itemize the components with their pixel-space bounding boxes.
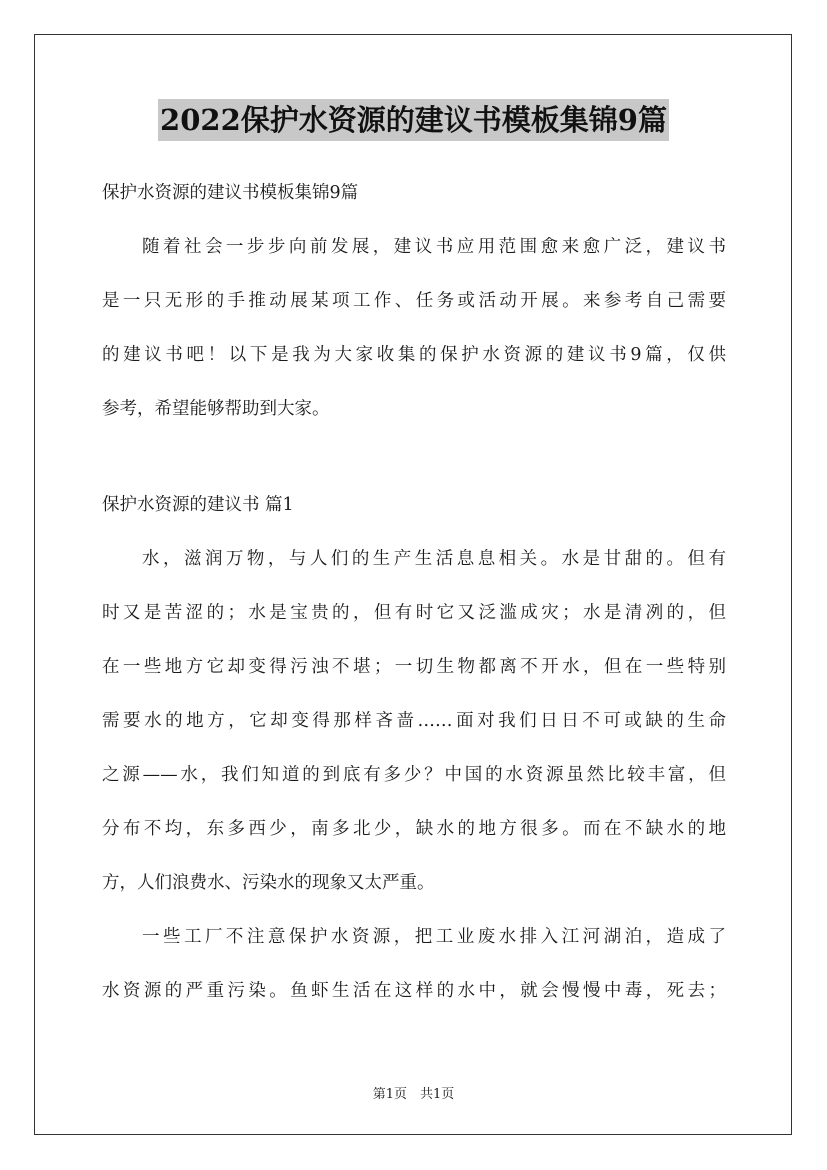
paragraph-line: 水资源的严重污染。鱼虾生活在这样的水中，就会慢慢中毒，死去； <box>102 981 726 1001</box>
section-gap <box>102 448 726 490</box>
paragraph-line: 参考，希望能够帮助到大家。 <box>102 399 330 419</box>
document-title: 2022保护水资源的建议书模板集锦9篇 <box>158 99 669 141</box>
paragraph-line: 方，人们浪费水、污染水的现象又太严重。 <box>102 873 435 893</box>
paragraph-line: 分布不均，东多西少，南多北少，缺水的地方很多。而在不缺水的地 <box>102 819 726 839</box>
title-container <box>0 99 827 141</box>
paragraph-line: 随着社会一步步向前发展，建议书应用范围愈来愈广泛，建议书 <box>142 237 726 257</box>
paragraph-line: 在一些地方它却变得污浊不堪；一切生物都离不开水，但在一些特别 <box>102 657 726 677</box>
paragraph-line: 一些工厂不注意保护水资源，把工业废水排入江河湖泊，造成了 <box>142 927 726 947</box>
page-number: 第1页 共1页 <box>372 1087 455 1102</box>
paragraph-line: 的建议书吧！以下是我为大家收集的保护水资源的建议书9篇，仅供 <box>102 345 726 365</box>
paragraph-line: 是一只无形的手推动展某项工作、任务或活动开展。来参考自己需要 <box>102 291 726 311</box>
intro-paragraph <box>102 232 726 448</box>
paragraph-line: 需要水的地方，它却变得那样吝啬……面对我们日日不可或缺的生命 <box>102 711 726 731</box>
paragraph-1 <box>102 544 726 922</box>
document-subtitle: 保护水资源的建议书模板集锦9篇 <box>102 183 359 203</box>
paragraph-line: 水，滋润万物，与人们的生产生活息息相关。水是甘甜的。但有 <box>142 549 726 569</box>
paragraph-line: 时又是苦涩的；水是宝贵的，但有时它又泛滥成灾；水是清冽的，但 <box>102 603 726 623</box>
paragraph-line: 之源——水，我们知道的到底有多少？中国的水资源虽然比较丰富，但 <box>102 765 726 785</box>
paragraph-2 <box>102 922 726 1030</box>
page-footer <box>0 1083 827 1102</box>
document-body <box>102 178 726 1030</box>
section-heading: 保护水资源的建议书 篇1 <box>102 495 294 515</box>
